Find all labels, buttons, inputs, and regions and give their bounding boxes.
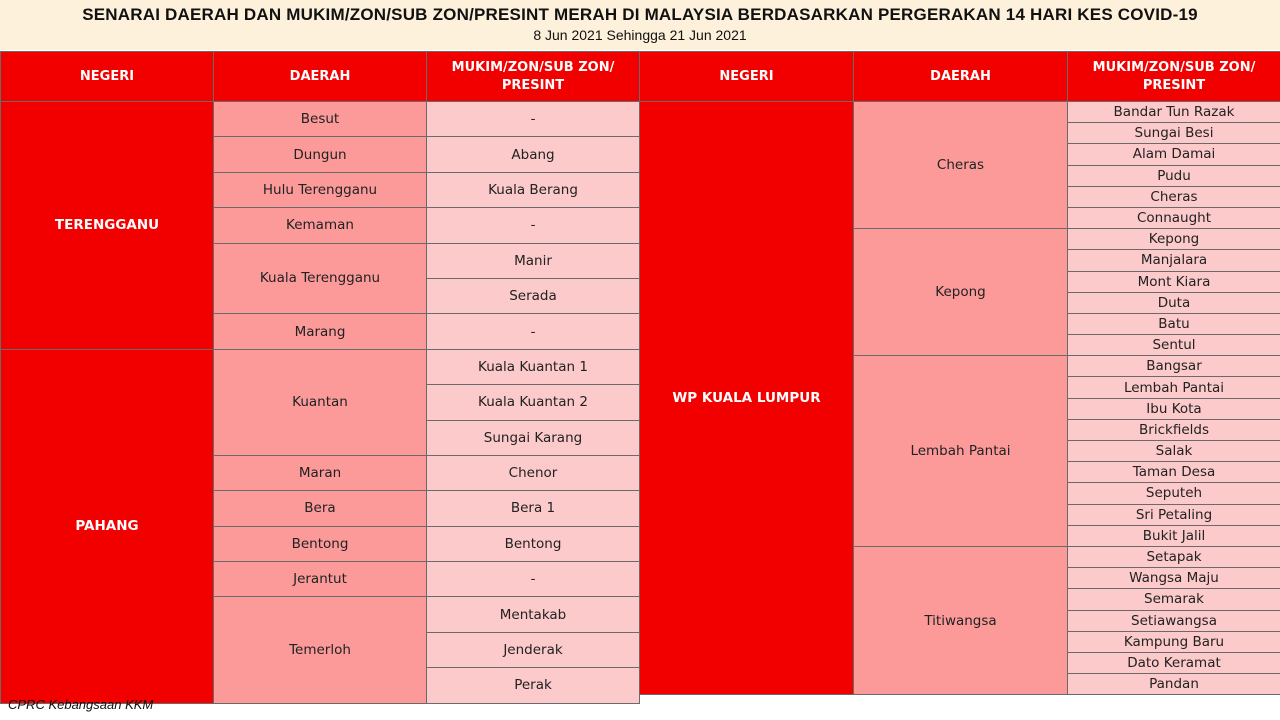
mukim-cell: Connaught: [1068, 207, 1280, 228]
mukim-cell: Setapak: [1068, 546, 1280, 567]
mukim-cell: Pudu: [1068, 165, 1280, 186]
mukim-cell: Jenderak: [427, 632, 640, 667]
district-cell: Hulu Terengganu: [214, 172, 427, 207]
mukim-cell: Brickfields: [1068, 419, 1280, 440]
mukim-cell: Semarak: [1068, 589, 1280, 610]
left-red-zone-table: [0, 51, 640, 704]
mukim-cell: Manir: [427, 243, 640, 278]
mukim-cell: -: [427, 102, 640, 137]
mukim-cell: Kuala Berang: [427, 172, 640, 207]
district-cell: Marang: [214, 314, 427, 349]
district-cell: Bentong: [214, 526, 427, 561]
right-table-body: [640, 102, 1280, 695]
header-daerah: DAERAH: [854, 52, 1068, 102]
mukim-cell: Mont Kiara: [1068, 271, 1280, 292]
state-cell: WP KUALA LUMPUR: [640, 102, 854, 695]
mukim-cell: Manjalara: [1068, 250, 1280, 271]
header-daerah: DAERAH: [214, 52, 427, 102]
district-cell: Bera: [214, 491, 427, 526]
mukim-cell: Setiawangsa: [1068, 610, 1280, 631]
mukim-cell: Sri Petaling: [1068, 504, 1280, 525]
right-red-zone-table: [639, 51, 1280, 695]
date-range-subtitle: 8 Jun 2021 Sehingga 21 Jun 2021: [533, 27, 747, 43]
mukim-cell: Salak: [1068, 441, 1280, 462]
page-title: SENARAI DAERAH DAN MUKIM/ZON/SUB ZON/PRESINT MERAH DI MALAYSIA BERDASARKAN PERGERAKAN 14 HARI KES COVID-19: [82, 5, 1198, 24]
district-cell: Lembah Pantai: [854, 356, 1068, 547]
district-cell: Dungun: [214, 137, 427, 172]
district-cell: Kuala Terengganu: [214, 243, 427, 314]
mukim-cell: -: [427, 208, 640, 243]
mukim-cell: Batu: [1068, 313, 1280, 334]
mukim-cell: Bandar Tun Razak: [1068, 102, 1280, 123]
district-cell: Temerloh: [214, 597, 427, 703]
mukim-cell: Bukit Jalil: [1068, 525, 1280, 546]
mukim-cell: Sungai Karang: [427, 420, 640, 455]
header-negeri: NEGERI: [640, 52, 854, 102]
mukim-cell: Wangsa Maju: [1068, 568, 1280, 589]
mukim-cell: Ibu Kota: [1068, 398, 1280, 419]
mukim-cell: Abang: [427, 137, 640, 172]
header-mukim: MUKIM/ZON/SUB ZON/ PRESINT: [427, 52, 640, 102]
header-mukim: MUKIM/ZON/SUB ZON/ PRESINT: [1068, 52, 1280, 102]
mukim-cell: Taman Desa: [1068, 462, 1280, 483]
mukim-cell: -: [427, 562, 640, 597]
mukim-cell: Alam Damai: [1068, 144, 1280, 165]
mukim-cell: Bera 1: [427, 491, 640, 526]
district-cell: Kepong: [854, 229, 1068, 356]
mukim-cell: Cheras: [1068, 186, 1280, 207]
mukim-cell: Dato Keramat: [1068, 652, 1280, 673]
mukim-cell: Kuala Kuantan 2: [427, 385, 640, 420]
source-footer: CPRC Kebangsaan KKM: [8, 697, 154, 712]
district-cell: Titiwangsa: [854, 546, 1068, 694]
mukim-cell: Seputeh: [1068, 483, 1280, 504]
mukim-cell: Kuala Kuantan 1: [427, 349, 640, 384]
district-cell: Besut: [214, 102, 427, 137]
mukim-cell: Mentakab: [427, 597, 640, 632]
mukim-cell: -: [427, 314, 640, 349]
mukim-cell: Sentul: [1068, 335, 1280, 356]
district-cell: Cheras: [854, 102, 1068, 229]
district-cell: Jerantut: [214, 562, 427, 597]
mukim-cell: Sungai Besi: [1068, 123, 1280, 144]
header-negeri: NEGERI: [1, 52, 214, 102]
mukim-cell: Kepong: [1068, 229, 1280, 250]
mukim-cell: Perak: [427, 668, 640, 703]
table-row: [1, 349, 640, 384]
mukim-cell: Bentong: [427, 526, 640, 561]
district-cell: Kemaman: [214, 208, 427, 243]
mukim-cell: Lembah Pantai: [1068, 377, 1280, 398]
mukim-cell: Serada: [427, 278, 640, 313]
mukim-cell: Duta: [1068, 292, 1280, 313]
mukim-cell: Bangsar: [1068, 356, 1280, 377]
state-cell: TERENGGANU: [1, 102, 214, 350]
state-cell: PAHANG: [1, 349, 214, 703]
mukim-cell: Kampung Baru: [1068, 631, 1280, 652]
mukim-cell: Chenor: [427, 455, 640, 490]
mukim-cell: Pandan: [1068, 674, 1280, 695]
table-row: [640, 102, 1280, 123]
district-cell: Maran: [214, 455, 427, 490]
table-row: [1, 102, 640, 137]
district-cell: Kuantan: [214, 349, 427, 455]
left-table-body: [1, 102, 640, 704]
